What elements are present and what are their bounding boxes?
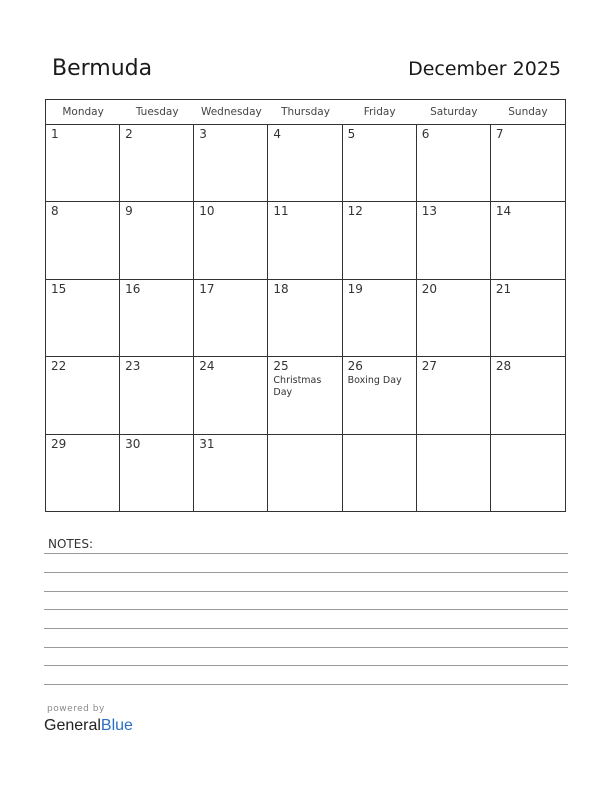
day-number: 22 [51,359,67,374]
brand-general-text: General [44,717,101,734]
day-number: 16 [125,281,141,296]
note-line [44,684,568,685]
day-cell [194,202,268,279]
note-line [44,647,568,648]
day-number: 17 [199,281,215,296]
note-line [44,628,568,629]
day-cell [194,125,268,202]
day-cell [194,280,268,357]
weekday-friday: Friday [363,106,396,118]
weekday-header-row [46,100,565,125]
day-number: 5 [347,127,356,141]
day-number: 25 [273,359,289,374]
day-cell [194,357,268,434]
day-number: 18 [273,281,289,296]
day-cell [417,357,491,434]
day-number: 10 [199,204,215,219]
day-number: 15 [51,281,67,296]
day-number: 8 [51,204,59,219]
day-number: 9 [125,204,133,219]
day-cell [343,357,417,434]
day-number: 7 [495,127,504,141]
day-cell [46,435,120,512]
note-line [44,609,568,610]
day-cell [120,435,194,512]
day-number: 14 [495,204,512,219]
day-number: 6 [421,127,430,141]
weekday-saturday: Saturday [430,106,478,118]
holiday-label: Christmas Day [273,375,322,399]
day-cell [491,202,565,279]
weekday-thursday: Thursday [281,106,330,118]
note-line [44,591,568,592]
day-cell [417,435,491,512]
day-cell [46,125,120,202]
day-cell [268,202,342,279]
day-number: 19 [347,281,363,296]
day-cell [491,280,565,357]
day-cell [194,435,268,512]
day-cell [491,357,565,434]
day-cell [268,435,342,512]
weeks-grid [46,125,565,512]
day-number: 2 [125,127,133,141]
note-line [44,572,568,573]
weekday-sunday: Sunday [508,106,548,118]
day-cell [46,202,120,279]
day-number: 28 [495,359,512,374]
brand-logo[interactable] [44,716,133,736]
day-cell [120,280,194,357]
powered-by-label: powered by [47,704,105,714]
day-cell [268,357,342,434]
day-number: 24 [199,359,215,374]
note-line [44,665,568,666]
day-number: 3 [199,127,207,141]
day-cell [491,435,565,512]
day-number: 11 [273,204,289,219]
day-cell [417,125,491,202]
weekday-wednesday: Wednesday [200,106,262,118]
day-cell [46,280,120,357]
day-cell [268,125,342,202]
day-number: 30 [125,436,141,451]
day-cell [343,202,417,279]
day-number: 27 [421,359,437,374]
day-cell [417,202,491,279]
day-number: 1 [51,127,59,141]
day-number: 21 [495,281,512,296]
day-cell [120,125,194,202]
day-number: 4 [273,127,282,141]
month-year-label: December 2025 [408,58,561,80]
day-number: 31 [199,436,215,451]
day-cell [343,435,417,512]
page-title: Bermuda [52,56,153,81]
day-number: 20 [421,281,437,296]
day-number: 12 [347,204,363,219]
day-cell [343,280,417,357]
day-number: 23 [125,359,141,374]
notes-label: NOTES: [48,537,93,551]
note-line [44,553,568,554]
day-cell [343,125,417,202]
weekday-monday: Monday [62,106,104,118]
day-number: 13 [421,204,437,219]
day-cell [491,125,565,202]
holiday-label: Boxing Day [347,375,402,387]
weekday-tuesday: Tuesday [135,106,179,118]
day-cell [268,280,342,357]
calendar-grid [45,99,566,512]
day-cell [46,357,120,434]
day-cell [120,357,194,434]
day-cell [417,280,491,357]
brand-blue-text: Blue [100,717,133,734]
day-number: 26 [347,359,363,374]
day-cell [120,202,194,279]
day-number: 29 [51,436,67,451]
